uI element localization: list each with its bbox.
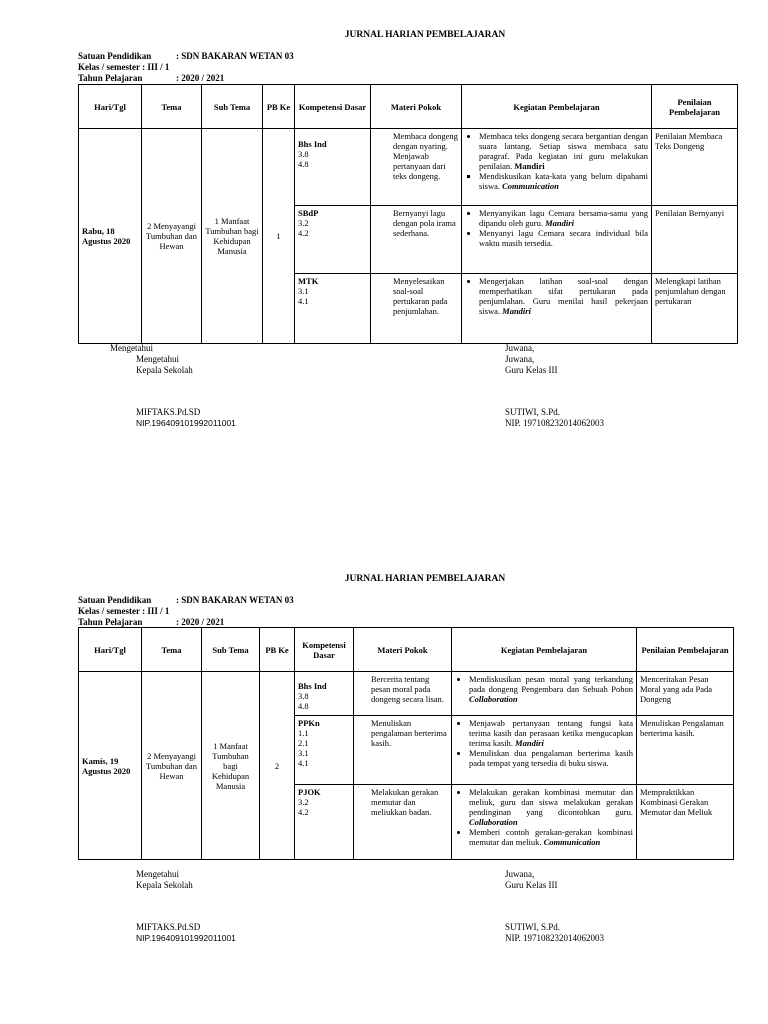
materi-cell: Menuliskan pengalaman berterima kasih. xyxy=(354,716,452,785)
activity-text: Menyanyi lagu Cemara secara individual bila waktu masih tersedia. xyxy=(479,228,648,248)
header-tema: Tema xyxy=(142,85,202,129)
mengetahui-label: Mengetahui xyxy=(110,343,153,353)
list-item xyxy=(469,674,633,704)
kepsek-signature xyxy=(136,922,236,944)
journal-table xyxy=(78,84,738,344)
place-label: Juwana, xyxy=(505,354,535,364)
header-subtema: Sub Tema xyxy=(202,85,263,129)
header-kegiatan: Kegiatan Pembelajaran xyxy=(452,628,637,672)
kd-cell xyxy=(295,785,354,860)
kepsek-name: MIFTAKS.Pd.SD xyxy=(136,407,201,417)
kd-cell xyxy=(295,716,354,785)
journal-meta xyxy=(78,595,294,628)
header-hari: Hari/Tgl xyxy=(79,628,142,672)
guru-role: Guru Kelas III xyxy=(505,365,558,375)
satuan-value: : SDN BAKARAN WETAN 03 xyxy=(176,51,294,61)
activity-emphasis: Mandiri xyxy=(545,218,574,228)
penilaian-cell: Penilaian Membaca Teks Dongeng xyxy=(652,129,738,206)
tahun-label: Tahun Pelajaran xyxy=(78,617,143,627)
kd-codes: 3.1 4.1 xyxy=(298,286,309,306)
activity-emphasis: Mandiri xyxy=(515,738,544,748)
kepsek-block xyxy=(136,354,193,376)
activity-text: Mengerjakan latihan soal-soal dengan memperhatikan sifat pertukaran pada penjumlahan. Guru menilai hasil pekerjaan siswa. xyxy=(479,276,648,316)
kelas-label: Kelas / semester xyxy=(78,62,140,72)
header-materi: Materi Pokok xyxy=(371,85,462,129)
list-item xyxy=(469,827,633,847)
kegiatan-cell xyxy=(452,672,637,716)
kd-subject: SBdP xyxy=(298,208,319,218)
kepsek-role: Kepala Sekolah xyxy=(136,365,193,375)
header-penilaian: Penilaian Pembelajaran xyxy=(652,85,738,129)
day-cell: Rabu, 18 Agustus 2020 xyxy=(79,129,142,344)
satuan-label: Satuan Pendidikan xyxy=(78,595,152,605)
activity-emphasis: Collaboration xyxy=(469,694,518,704)
penilaian-cell: Menuliskan Pengalaman berterima kasih. xyxy=(637,716,734,785)
activity-emphasis: Mandiri xyxy=(502,306,531,316)
subtema-cell: 1 Manfaat Tumbuhan bagi Kehidupan Manusia xyxy=(202,672,260,860)
activity-emphasis: Communication xyxy=(543,837,601,847)
activity-emphasis: Mandiri xyxy=(514,161,545,171)
activity-text: Menyanyikan lagu Cemara bersama-sama yang dipandu oleh guru. xyxy=(479,208,648,228)
kd-cell xyxy=(295,129,371,206)
kegiatan-cell xyxy=(452,785,637,860)
header-tema: Tema xyxy=(142,628,202,672)
journal-table xyxy=(78,627,734,860)
journal-title: JURNAL HARIAN PEMBELAJARAN xyxy=(344,574,506,584)
journal-meta xyxy=(78,51,294,84)
tema-cell: 2 Menyayangi Tumbuhan dan Hewan xyxy=(142,672,202,860)
list-item xyxy=(479,131,648,171)
kegiatan-cell xyxy=(452,716,637,785)
table-header-row xyxy=(79,85,738,129)
kd-codes: 3.8 4.8 xyxy=(298,149,309,169)
guru-nip: NIP. 197108232014062003 xyxy=(505,418,605,428)
kd-subject: MTK xyxy=(298,276,319,286)
kegiatan-cell xyxy=(462,206,652,274)
activity-text: Mendiskusikan kata-kata yang belum dipahami siswa. xyxy=(479,171,648,191)
place-label: Juwana, xyxy=(505,343,535,353)
activity-text: Memberi contoh gerakan-gerakan kombinasi memutar dan meliuk. xyxy=(469,827,633,847)
kepsek-role: Kepala Sekolah xyxy=(136,880,193,890)
kd-subject: Bhs Ind xyxy=(298,139,327,149)
penilaian-cell: Penilaian Bernyanyi xyxy=(652,206,738,274)
penilaian-cell: Melengkapi latihan penjumlahan dengan pertukaran xyxy=(652,274,738,344)
kelas-label: Kelas / semester xyxy=(78,606,140,616)
kd-subject: Bhs Ind xyxy=(298,681,327,691)
kd-codes: 1.1 2.1 3.1 4.1 xyxy=(298,728,309,768)
header-subtema: Sub Tema xyxy=(202,628,260,672)
list-item xyxy=(479,276,648,316)
materi-cell: Bernyanyi lagu dengan pola irama sederhana. xyxy=(371,206,462,274)
kegiatan-cell xyxy=(462,129,652,206)
kd-cell xyxy=(295,672,354,716)
mengetahui-label: Mengetahui xyxy=(136,354,179,364)
kepsek-signature xyxy=(136,407,236,429)
guru-block xyxy=(505,869,557,891)
penilaian-cell: Mempraktikkan Kombinasi Gerakan Memutar dan Meliuk xyxy=(637,785,734,860)
kepsek-nip: NIP.196409101992011001 xyxy=(136,933,236,943)
kepsek-block xyxy=(136,869,193,891)
guru-name: SUTIWI, S.Pd. xyxy=(505,922,561,932)
penilaian-cell: Menceritakan Pesan Moral yang ada Pada Dongeng xyxy=(637,672,734,716)
header-hari: Hari/Tgl xyxy=(79,85,142,129)
tema-cell: 2 Menyayangi Tumbuhan dan Hewan xyxy=(142,129,202,344)
kelas-value: : III / 1 xyxy=(142,606,170,616)
activity-emphasis: Communication xyxy=(502,181,559,191)
header-kd: Kompetensi Dasar xyxy=(295,85,371,129)
kd-codes: 3.2 4.2 xyxy=(298,218,309,238)
header-kegiatan: Kegiatan Pembelajaran xyxy=(462,85,652,129)
table-row xyxy=(79,672,734,716)
list-item xyxy=(469,718,633,748)
header-pb: PB Ke xyxy=(260,628,295,672)
header-pb: PB Ke xyxy=(263,85,295,129)
list-item xyxy=(479,228,648,248)
kd-subject: PPKn xyxy=(298,718,320,728)
day-cell: Kamis, 19 Agustus 2020 xyxy=(79,672,142,860)
list-item xyxy=(479,171,648,191)
guru-name: SUTIWI, S.Pd. xyxy=(505,407,561,417)
table-header-row xyxy=(79,628,734,672)
satuan-value: : SDN BAKARAN WETAN 03 xyxy=(176,595,294,605)
kepsek-name: MIFTAKS.Pd.SD xyxy=(136,922,201,932)
activity-text: Mendiskusikan pesan moral yang terkandung pada dongeng Pengembara dan Sebuah Pohon xyxy=(469,674,633,694)
place-label: Juwana, xyxy=(505,869,535,879)
kd-subject: PJOK xyxy=(298,787,321,797)
kepsek-nip: NIP.196409101992011001 xyxy=(136,418,236,428)
materi-cell: Bercerita tentang pesan moral pada dongeng secara lisan. xyxy=(354,672,452,716)
journal-title: JURNAL HARIAN PEMBELAJARAN xyxy=(344,30,506,40)
subtema-cell: 1 Manfaat Tumbuhan bagi Kehidupan Manusia xyxy=(202,129,263,344)
guru-signature xyxy=(505,922,604,944)
mengetahui-label: Mengetahui xyxy=(136,869,179,879)
satuan-label: Satuan Pendidikan xyxy=(78,51,152,61)
tahun-value: : 2020 / 2021 xyxy=(176,617,225,627)
materi-cell: Menyelesaikan soal-soal pertukaran pada penjumlahan. xyxy=(371,274,462,344)
guru-nip: NIP. 197108232014062003 xyxy=(505,933,605,943)
activity-emphasis: Collaboration xyxy=(469,817,518,827)
materi-cell: Melakukan gerakan memutar dan meliukkan badan. xyxy=(354,785,452,860)
table-row xyxy=(79,129,738,206)
kd-codes: 3.8 4.8 xyxy=(298,691,309,711)
header-kd: Kompetensi Dasar xyxy=(295,628,354,672)
tahun-label: Tahun Pelajaran xyxy=(78,73,143,83)
pb-cell: 1 xyxy=(263,129,295,344)
kegiatan-cell xyxy=(462,274,652,344)
activity-text: Membaca teks dongeng secara bergantian dengan suara lantang. Setiap siswa membaca satu paragraf. Pada kegiatan ini guru melakukan penilaian. xyxy=(479,131,648,171)
guru-role: Guru Kelas III xyxy=(505,880,558,890)
kelas-value: : III / 1 xyxy=(142,62,170,72)
activity-text: Menuliskan dua pengalaman berterima kasih pada tempat yang tersedia di buku siswa. xyxy=(469,748,633,768)
list-item xyxy=(469,787,633,827)
materi-cell: Membaca dongeng dengan nyaring. Menjawab pertanyaan dari teks dongeng. xyxy=(371,129,462,206)
header-penilaian: Penilaian Pembelajaran xyxy=(637,628,734,672)
header-materi: Materi Pokok xyxy=(354,628,452,672)
activity-text: Menjawab pertanyaan tentang fungsi kata terima kasih dan perasaan ketika mengucapkan terima kasih. xyxy=(469,718,633,748)
pb-cell: 2 xyxy=(260,672,295,860)
kd-cell xyxy=(295,274,371,344)
guru-signature xyxy=(505,407,604,429)
kd-codes: 3.2 4.2 xyxy=(298,797,309,817)
list-item xyxy=(479,208,648,228)
activity-text: Melakukan gerakan kombinasi memutar dan meliuk, guru dan siswa melakukan gerakan pendinginan yang dicontohkan guru. xyxy=(469,787,633,817)
kd-cell xyxy=(295,206,371,274)
guru-block xyxy=(505,343,557,376)
tahun-value: : 2020 / 2021 xyxy=(176,73,225,83)
list-item xyxy=(469,748,633,768)
